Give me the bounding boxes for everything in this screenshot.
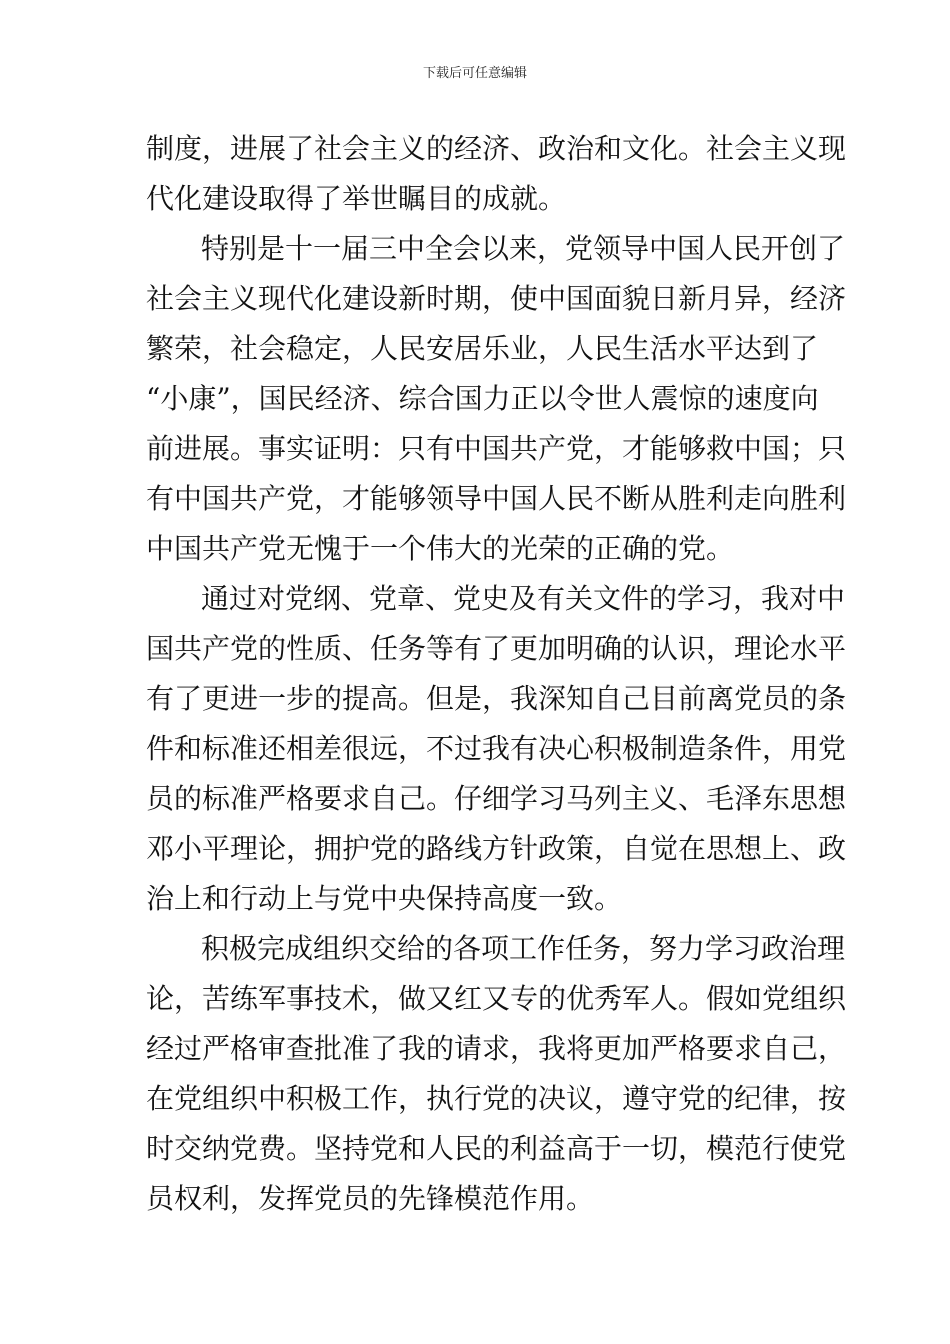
paragraph-first-line: 特别是十一届三中全会以来，党领导中国人民开创了: [201, 232, 846, 265]
text-line: 代化建设取得了举世瞩目的成就。: [146, 182, 567, 215]
text-line: 在党组织中积极工作，执行党的决议，遵守党的纪律，按: [146, 1082, 847, 1115]
text-line: 件和标准还相差很远，不过我有决心积极制造条件，用党: [146, 732, 847, 765]
text-line: 繁荣，社会稳定，人民安居乐业，人民生活水平达到了: [146, 332, 819, 365]
text-line: 有了更进一步的提高。但是，我深知自己目前离党员的条: [146, 682, 847, 715]
text-line: 前进展。事实证明：只有中国共产党，才能够救中国；只: [146, 432, 847, 465]
paragraph-first-line: 积极完成组织交给的各项工作任务，努力学习政治理: [201, 932, 846, 965]
text-line: 论，苦练军事技术，做又红又专的优秀军人。假如党组织: [146, 982, 847, 1015]
text-line: 员的标准严格要求自己。仔细学习马列主义、毛泽东思想: [146, 782, 847, 815]
text-line: 社会主义现代化建设新时期，使中国面貌日新月异，经济: [146, 282, 847, 315]
text-line: 时交纳党费。坚持党和人民的利益高于一切，模范行使党: [146, 1132, 847, 1165]
text-line: “小康”，国民经济、综合国力正以令世人震惊的速度向: [146, 382, 819, 415]
text-line: 治上和行动上与党中央保持高度一致。: [146, 882, 623, 915]
text-line: 邓小平理论，拥护党的路线方针政策，自觉在思想上、政: [146, 832, 847, 865]
text-line: 制度，进展了社会主义的经济、政治和文化。社会主义现: [146, 132, 847, 165]
text-line: 经过严格审查批准了我的请求，我将更加严格要求自己，: [146, 1032, 847, 1065]
paragraph-first-line: 通过对党纲、党章、党史及有关文件的学习，我对中: [201, 582, 846, 615]
text-line: 有中国共产党，才能够领导中国人民不断从胜利走向胜利: [146, 482, 847, 515]
text-line: 国共产党的性质、任务等有了更加明确的认识，理论水平: [146, 632, 847, 665]
page-header: 下载后可任意编辑: [422, 66, 527, 81]
text-line: 中国共产党无愧于一个伟大的光荣的正确的党。: [146, 532, 735, 565]
text-line: 员权利，发挥党员的先锋模范作用。: [146, 1182, 595, 1215]
